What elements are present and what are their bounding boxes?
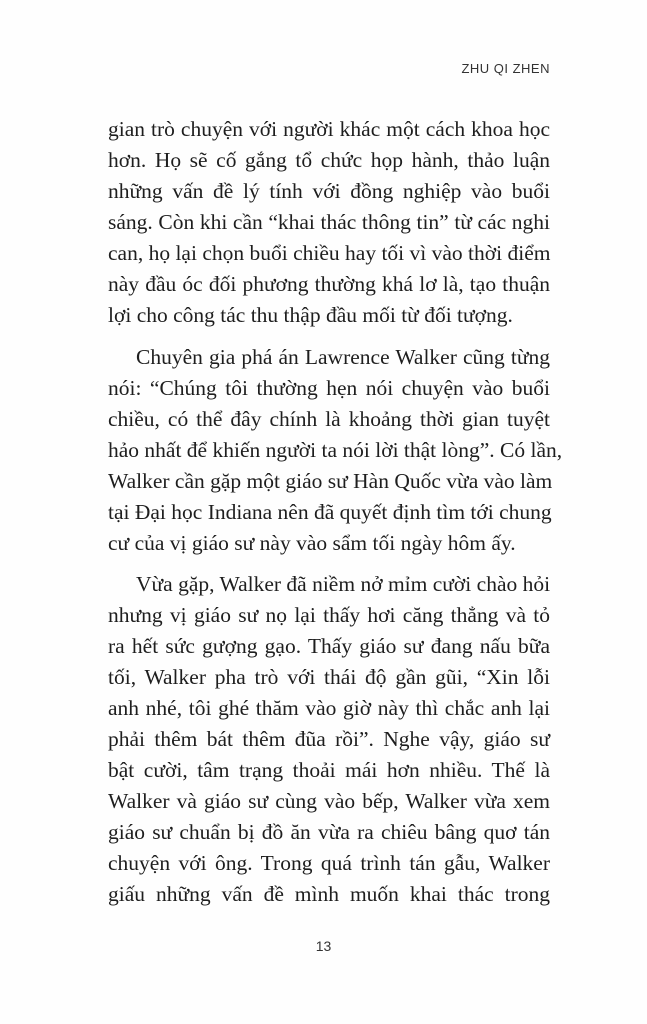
text-line: ra hết sức gượng gạo. Thấy giáo sư đang nấu bữa [108, 634, 550, 658]
paragraph-1 [108, 114, 550, 331]
text-line: tại Đại học Indiana nên đã quyết định tìm tới chung [108, 500, 552, 524]
paragraph-2 [108, 342, 563, 559]
text-line: sáng. Còn khi cần “khai thác thông tin” từ các nghi [108, 210, 550, 234]
text-line: anh nhé, tôi ghé thăm vào giờ này thì chắc anh lại [108, 696, 550, 720]
running-header: ZHU QI ZHEN [461, 61, 550, 76]
text-line: Walker và giáo sư cùng vào bếp, Walker vừa xem [108, 789, 550, 813]
text-line: Walker cần gặp một giáo sư Hàn Quốc vừa vào làm [108, 469, 553, 493]
text-line: Chuyên gia phá án Lawrence Walker cũng từng [136, 345, 550, 369]
text-line: can, họ lại chọn buổi chiều hay tối vì vào thời điểm [108, 241, 551, 265]
text-line: lợi cho công tác thu thập đầu mối từ đối tượng. [108, 303, 513, 327]
text-line: phải thêm bát thêm đũa rồi”. Nghe vậy, giáo sư [108, 727, 550, 751]
text-line: giấu những vấn đề mình muốn khai thác trong [108, 882, 550, 906]
text-line: tối, Walker pha trò với thái độ gần gũi, “Xin lỗi [108, 665, 550, 689]
text-line: hơn. Họ sẽ cố gắng tổ chức họp hành, thảo luận [108, 148, 550, 172]
text-line: bật cười, tâm trạng thoải mái hơn nhiều. Thế là [108, 758, 550, 782]
text-line: này đầu óc đối phương thường khá lơ là, tạo thuận [108, 272, 550, 296]
text-line: chuyện với ông. Trong quá trình tán gẫu, Walker [108, 851, 550, 875]
text-line: chiều, có thể đây chính là khoảng thời gian tuyệt [108, 407, 550, 431]
text-line: hảo nhất để khiến người ta nói lời thật lòng”. Có lần, [108, 438, 563, 462]
text-line: nhưng vị giáo sư nọ lại thấy hơi căng thẳng và tỏ [108, 603, 550, 627]
text-line: những vấn đề lý tính với đồng nghiệp vào buổi [108, 179, 550, 203]
paragraph-3 [108, 569, 550, 910]
text-line: Vừa gặp, Walker đã niềm nở mỉm cười chào hỏi [136, 572, 551, 596]
text-line: gian trò chuyện với người khác một cách khoa học [108, 117, 550, 141]
text-line: nói: “Chúng tôi thường hẹn nói chuyện vào buổi [108, 376, 550, 400]
page-number: 13 [315, 938, 332, 954]
text-line: cư của vị giáo sư này vào sẩm tối ngày hôm ấy. [108, 531, 516, 555]
text-line: giáo sư chuẩn bị đồ ăn vừa ra chiêu bâng quơ tán [108, 820, 550, 844]
